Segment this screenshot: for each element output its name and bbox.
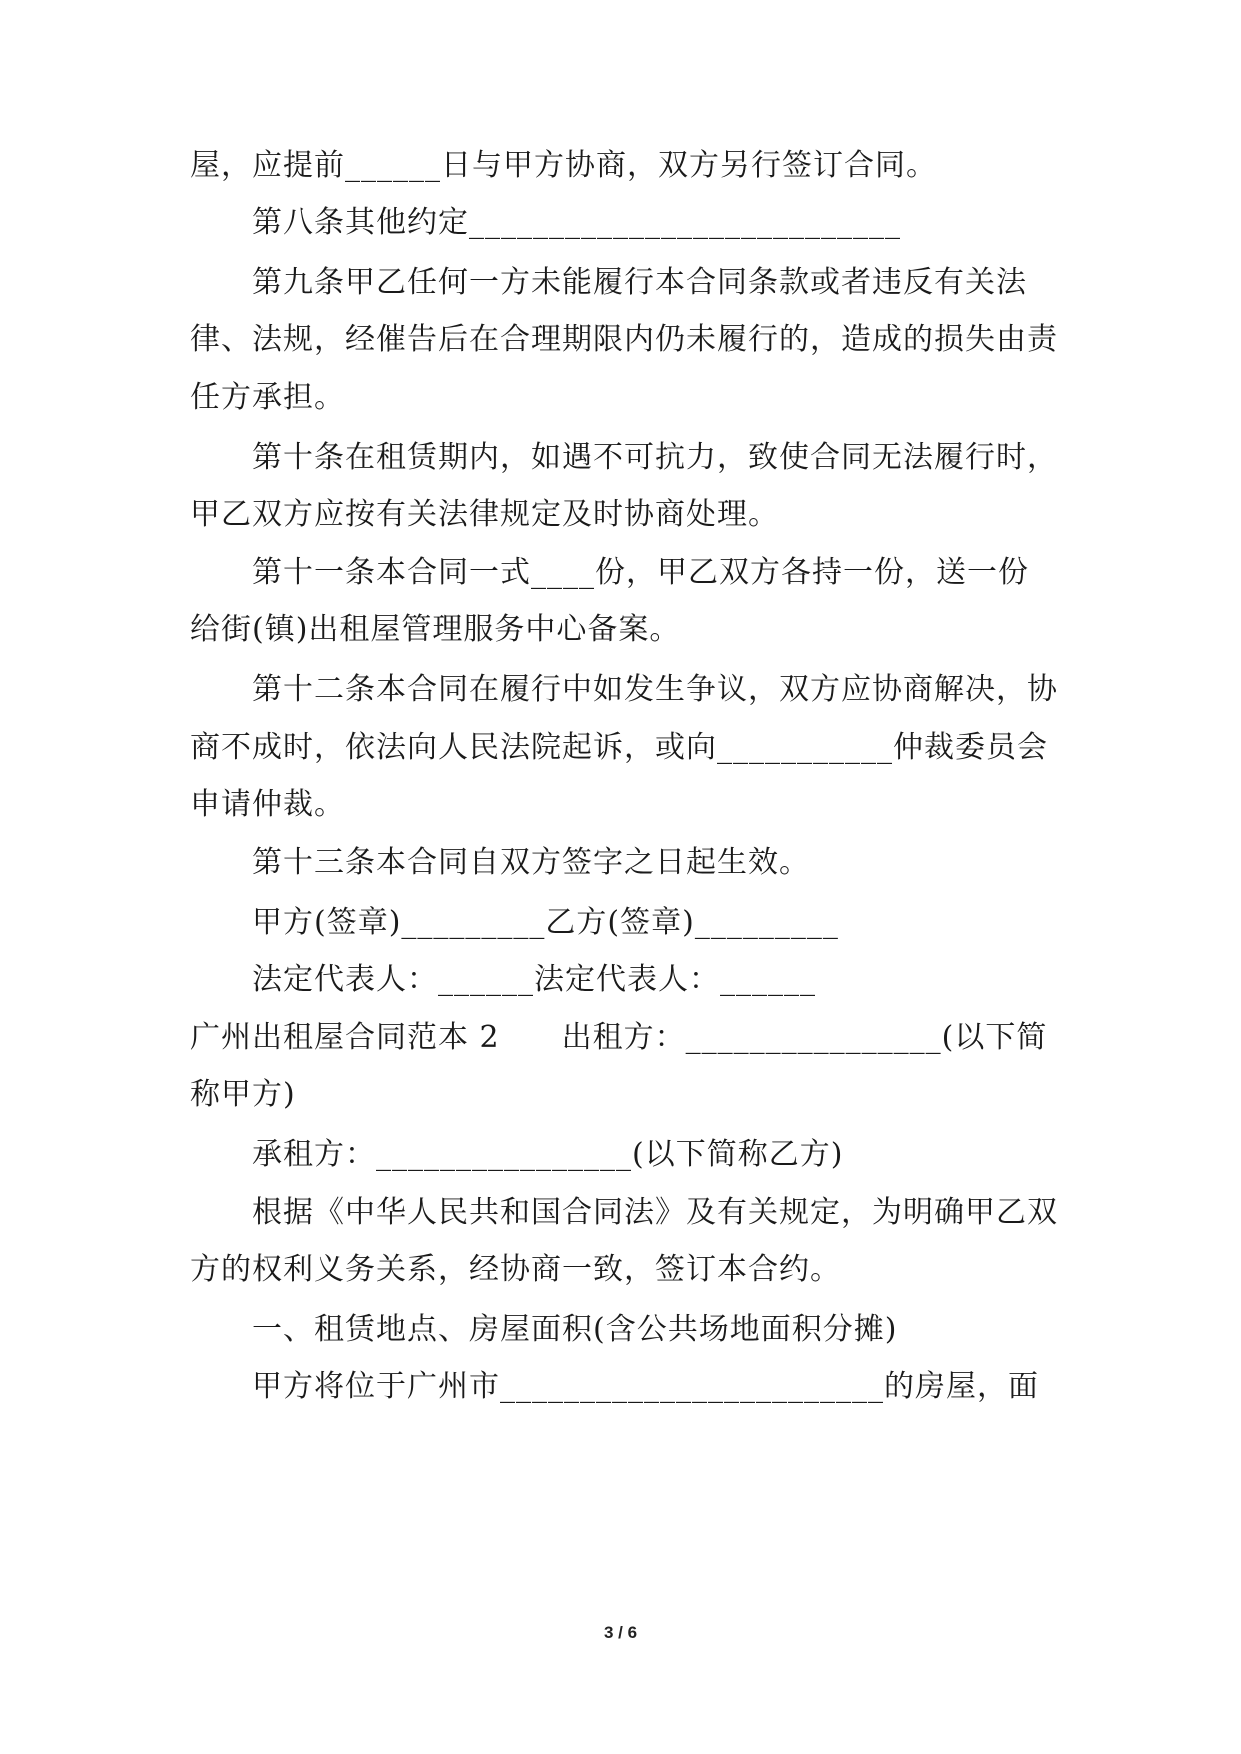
text-line: 第十三条本合同自双方签字之日起生效。 bbox=[252, 845, 810, 880]
text-line: 申请仲裁。 bbox=[190, 787, 345, 822]
text-line: 第十一条本合同一式____份，甲乙双方各持一份，送一份 bbox=[252, 555, 1029, 590]
text-line: 根据《中华人民共和国合同法》及有关规定，为明确甲乙双 bbox=[252, 1195, 1058, 1230]
text-line: 律、法规，经催告后在合理期限内仍未履行的，造成的损失由责 bbox=[190, 322, 1058, 357]
text-line: 第九条甲乙任何一方未能履行本合同条款或者违反有关法 bbox=[252, 265, 1027, 300]
text-line: 承租方：________________(以下简称乙方) bbox=[252, 1137, 844, 1172]
text-line: 第十二条本合同在履行中如发生争议，双方应协商解决，协 bbox=[252, 672, 1058, 707]
text-line: 方的权利义务关系，经协商一致，签订本合约。 bbox=[190, 1252, 841, 1287]
text-line: 广州出租屋合同范本 2 出租方：________________(以下简 bbox=[190, 1020, 1048, 1055]
text-line: 甲乙双方应按有关法律规定及时协商处理。 bbox=[190, 497, 779, 532]
text-line: 屋，应提前______日与甲方协商，双方另行签订合同。 bbox=[190, 148, 937, 183]
text-line: 甲方(签章)_________乙方(签章)_________ bbox=[252, 905, 839, 940]
text-line: 第十条在租赁期内，如遇不可抗力，致使合同无法履行时， bbox=[252, 440, 1058, 475]
text-line: 商不成时，依法向人民法院起诉，或向___________仲裁委员会 bbox=[190, 730, 1048, 765]
text-line: 甲方将位于广州市________________________的房屋，面 bbox=[252, 1369, 1039, 1404]
page-number: 3 / 6 bbox=[603, 1623, 638, 1642]
text-line: 称甲方) bbox=[190, 1077, 296, 1112]
text-line: 给街(镇)出租屋管理服务中心备案。 bbox=[190, 612, 681, 647]
text-line: 一、租赁地点、房屋面积(含公共场地面积分摊) bbox=[252, 1312, 898, 1347]
text-line: 任方承担。 bbox=[190, 380, 345, 415]
text-line: 法定代表人：______法定代表人：______ bbox=[252, 962, 816, 997]
text-line: 第八条其他约定___________________________ bbox=[252, 205, 901, 240]
